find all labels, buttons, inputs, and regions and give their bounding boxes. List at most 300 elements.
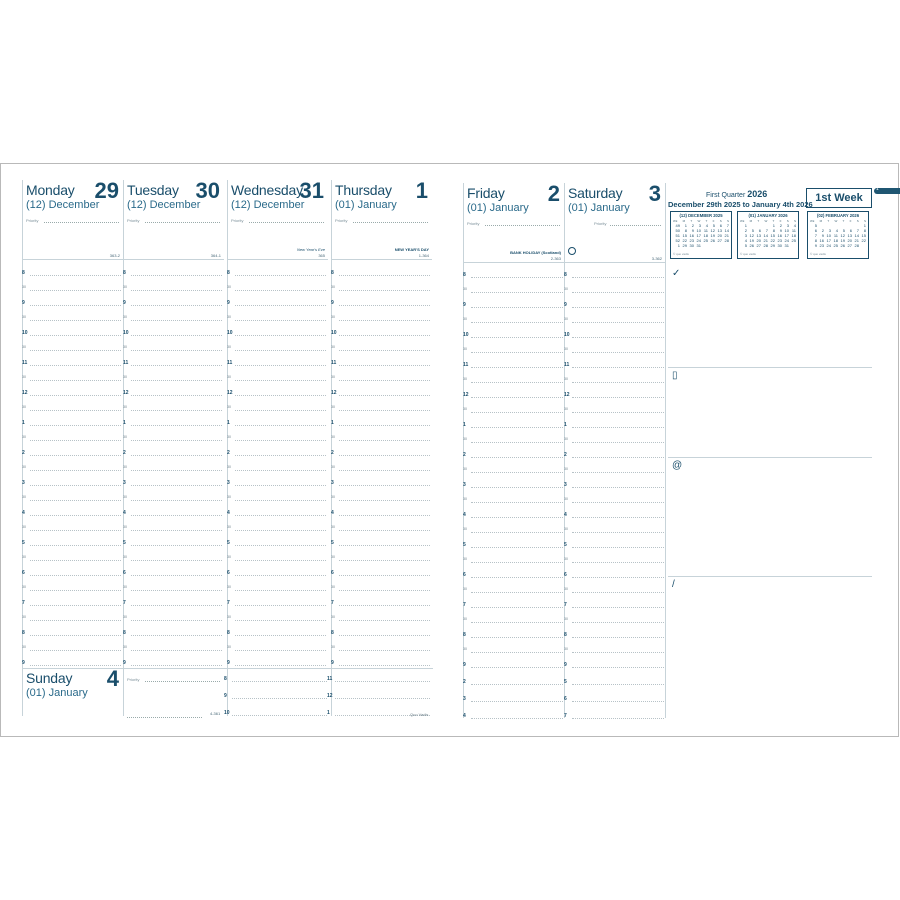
hour-line[interactable] <box>471 562 563 563</box>
hour-line[interactable] <box>131 575 222 576</box>
hour-line[interactable] <box>471 517 563 518</box>
hour-line[interactable] <box>572 337 664 338</box>
hour-line[interactable] <box>471 622 563 623</box>
hour-line[interactable] <box>235 320 326 321</box>
half-hour-label: 30 <box>123 525 127 529</box>
hour-line[interactable] <box>471 652 563 653</box>
hour-line[interactable] <box>339 620 430 621</box>
mini-calendar-date[interactable]: 1 <box>863 223 866 228</box>
hour-line[interactable] <box>235 575 326 576</box>
hour-line[interactable] <box>131 425 222 426</box>
hour-line[interactable] <box>471 577 563 578</box>
mini-calendar-date[interactable]: 17 <box>826 238 831 243</box>
hour-line[interactable] <box>572 292 664 293</box>
hour-line[interactable] <box>471 532 563 533</box>
mini-calendar-date[interactable]: 25 <box>703 238 708 243</box>
mini-calendar-date[interactable]: 8 <box>684 228 687 233</box>
hour-line[interactable] <box>572 684 664 685</box>
hour-line[interactable] <box>131 500 222 501</box>
hour-line[interactable] <box>30 635 121 636</box>
hour-line[interactable] <box>471 352 563 353</box>
hour-line[interactable] <box>30 560 121 561</box>
hour-line[interactable] <box>30 485 121 486</box>
hour-line[interactable] <box>235 350 326 351</box>
mini-calendar-date[interactable]: 29 <box>770 243 775 248</box>
hour-line[interactable] <box>572 307 664 308</box>
mini-calendar-date[interactable]: 5 <box>842 228 845 233</box>
mini-calendar-date[interactable]: 4 <box>793 223 796 228</box>
hour-line[interactable] <box>339 560 430 561</box>
hour-line[interactable] <box>131 635 222 636</box>
hour-line[interactable] <box>339 365 430 366</box>
hour-line[interactable] <box>572 517 664 518</box>
hour-line[interactable] <box>30 425 121 426</box>
mini-calendar-date[interactable]: 16 <box>777 233 782 238</box>
hour-line[interactable] <box>131 470 222 471</box>
mini-calendar-date[interactable]: 18 <box>703 233 708 238</box>
mini-calendar-date[interactable]: 16 <box>689 233 694 238</box>
hour-line[interactable] <box>235 665 326 666</box>
hour-line[interactable] <box>572 532 664 533</box>
mini-calendar-date[interactable]: 6 <box>758 228 761 233</box>
mini-calendar-date[interactable]: 3 <box>786 223 789 228</box>
hour-line[interactable] <box>471 307 563 308</box>
hour-line[interactable] <box>471 701 563 702</box>
hour-line[interactable] <box>572 277 664 278</box>
hour-line[interactable] <box>235 290 326 291</box>
hour-line[interactable] <box>339 305 430 306</box>
mini-calendar-date[interactable]: 13 <box>717 228 722 233</box>
hour-line[interactable] <box>30 440 121 441</box>
mini-calendar-date[interactable]: 22 <box>770 238 775 243</box>
hour-line[interactable] <box>572 652 664 653</box>
mini-calendar-date[interactable]: 28 <box>724 238 729 243</box>
mini-calendar-date[interactable]: 4 <box>835 228 838 233</box>
priority-line[interactable] <box>485 225 560 226</box>
mini-calendar-date[interactable] <box>708 243 715 248</box>
mini-calendar-date[interactable]: 31 <box>696 243 701 248</box>
mini-calendar-date[interactable]: 26 <box>840 243 845 248</box>
mini-calendar-date[interactable]: 31 <box>784 243 789 248</box>
mini-calendar-date[interactable]: 1 <box>677 243 680 248</box>
mini-calendar-date[interactable]: 1 <box>744 223 747 228</box>
mini-calendar-date[interactable]: 5 <box>744 243 747 248</box>
hour-line[interactable] <box>235 500 326 501</box>
hour-line[interactable] <box>30 530 121 531</box>
hour-line[interactable] <box>471 502 563 503</box>
mini-calendar-date[interactable]: 7 <box>814 233 817 238</box>
hour-line[interactable] <box>30 515 121 516</box>
hour-line[interactable] <box>572 412 664 413</box>
mini-calendar-date[interactable]: 23 <box>689 238 694 243</box>
mini-calendar-date[interactable]: 2 <box>821 228 824 233</box>
hour-line[interactable] <box>339 470 430 471</box>
hour-line[interactable] <box>235 650 326 651</box>
hour-line[interactable] <box>339 485 430 486</box>
priority-line[interactable] <box>145 681 220 682</box>
mini-calendar-date[interactable]: 15 <box>861 233 866 238</box>
mini-calendar-date[interactable]: 8 <box>772 228 775 233</box>
hour-line[interactable] <box>131 485 222 486</box>
mini-calendar-date[interactable]: 12 <box>840 233 845 238</box>
mini-calendar-date[interactable]: 15 <box>770 233 775 238</box>
mini-calendar-date[interactable]: 50 <box>675 228 680 233</box>
hour-line[interactable] <box>131 515 222 516</box>
mini-calendar-date[interactable]: 17 <box>784 233 789 238</box>
hour-line[interactable] <box>471 367 563 368</box>
priority-line[interactable] <box>44 222 119 223</box>
mini-calendar-date[interactable]: 27 <box>847 243 852 248</box>
hour-line[interactable] <box>572 367 664 368</box>
mini-calendar-date[interactable]: 21 <box>724 233 729 238</box>
hour-line[interactable] <box>235 440 326 441</box>
hour-line[interactable] <box>471 637 563 638</box>
hour-line[interactable] <box>471 592 563 593</box>
mini-calendar-date[interactable]: 25 <box>833 243 838 248</box>
mini-calendar-date[interactable]: 6 <box>719 223 722 228</box>
mini-calendar-date[interactable]: 1 <box>772 223 775 228</box>
mini-calendar-date[interactable]: 52 <box>675 238 680 243</box>
hour-line[interactable] <box>471 442 563 443</box>
hour-line[interactable] <box>131 380 222 381</box>
hour-line[interactable] <box>339 575 430 576</box>
hour-line[interactable] <box>572 622 664 623</box>
hour-line[interactable] <box>572 397 664 398</box>
mini-calendar-date[interactable]: 51 <box>675 233 680 238</box>
notes-section-1[interactable] <box>668 265 872 367</box>
mini-calendar-date[interactable]: 3 <box>744 233 747 238</box>
mini-calendar-date[interactable]: 18 <box>833 238 838 243</box>
hour-line[interactable] <box>232 698 327 699</box>
notes-section-3[interactable] <box>668 457 872 577</box>
day-count: 364-1 <box>210 253 221 258</box>
hour-line[interactable] <box>30 470 121 471</box>
mini-calendar-date[interactable]: 5 <box>751 228 754 233</box>
mini-calendar-date[interactable] <box>859 243 866 248</box>
mini-calendar-date[interactable]: 4 <box>705 223 708 228</box>
mini-calendar-date[interactable]: 7 <box>765 228 768 233</box>
hour-line[interactable] <box>235 275 326 276</box>
hour-line[interactable] <box>339 440 430 441</box>
hour-line[interactable] <box>471 277 563 278</box>
mini-calendar-date[interactable]: 20 <box>847 238 852 243</box>
hour-line[interactable] <box>30 455 121 456</box>
mini-calendar-date[interactable]: 5 <box>712 223 715 228</box>
hour-line[interactable] <box>471 487 563 488</box>
hour-line[interactable] <box>131 410 222 411</box>
mini-calendar-date[interactable]: 10 <box>826 233 831 238</box>
hour-line[interactable] <box>131 350 222 351</box>
mini-calendar-date[interactable]: 22 <box>861 238 866 243</box>
hour-line[interactable] <box>30 650 121 651</box>
mini-calendar-date[interactable]: 6 <box>849 228 852 233</box>
half-hour-label: 30 <box>463 557 467 561</box>
hour-line[interactable] <box>572 718 664 719</box>
hour-line[interactable] <box>131 335 222 336</box>
priority-line[interactable] <box>127 717 202 718</box>
hour-line[interactable] <box>572 382 664 383</box>
hour-line[interactable] <box>572 502 664 503</box>
mini-calendar-date[interactable]: 5 <box>814 223 817 228</box>
mini-calendar-date[interactable]: 27 <box>717 238 722 243</box>
hour-line[interactable] <box>471 667 563 668</box>
mini-calendar-date[interactable]: 14 <box>854 233 859 238</box>
mini-calendar-date[interactable]: 30 <box>689 243 694 248</box>
mini-calendar-date[interactable]: 17 <box>696 233 701 238</box>
hour-line[interactable] <box>131 605 222 606</box>
hour-line[interactable] <box>339 380 430 381</box>
hour-line[interactable] <box>30 350 121 351</box>
hour-line[interactable] <box>131 440 222 441</box>
mini-calendar-date[interactable]: 23 <box>819 243 824 248</box>
hour-line[interactable] <box>339 665 430 666</box>
priority-line[interactable] <box>353 222 428 223</box>
mini-calendar-date[interactable]: 19 <box>840 238 845 243</box>
hour-line[interactable] <box>339 635 430 636</box>
mini-calendar-date[interactable]: 9 <box>821 233 824 238</box>
hour-line[interactable] <box>30 410 121 411</box>
mini-calendar-date[interactable]: 22 <box>682 238 687 243</box>
hour-line[interactable] <box>235 635 326 636</box>
hour-line[interactable] <box>339 425 430 426</box>
priority-line[interactable] <box>610 225 661 226</box>
hour-line[interactable] <box>30 290 121 291</box>
hour-line[interactable] <box>572 352 664 353</box>
hour-line[interactable] <box>572 637 664 638</box>
hour-line[interactable] <box>235 560 326 561</box>
hour-line[interactable] <box>471 292 563 293</box>
hour-line[interactable] <box>339 650 430 651</box>
hour-line[interactable] <box>339 500 430 501</box>
hour-line[interactable] <box>572 472 664 473</box>
hour-line[interactable] <box>339 515 430 516</box>
hour-line[interactable] <box>572 667 664 668</box>
mini-calendar-date[interactable]: 16 <box>819 238 824 243</box>
mini-calendar-date[interactable]: 9 <box>779 228 782 233</box>
hour-line[interactable] <box>30 500 121 501</box>
hour-line[interactable] <box>30 575 121 576</box>
hour-line[interactable] <box>572 607 664 608</box>
hour-line[interactable] <box>235 380 326 381</box>
hour-line[interactable] <box>232 715 327 716</box>
header-underline <box>463 262 564 263</box>
mini-calendar-date[interactable]: 20 <box>717 233 722 238</box>
mini-calendar-date[interactable]: 9 <box>814 243 817 248</box>
hour-line[interactable] <box>471 397 563 398</box>
mini-calendar-date[interactable]: 6 <box>814 228 817 233</box>
mini-calendar-date[interactable]: 4 <box>744 238 747 243</box>
hour-line[interactable] <box>131 665 222 666</box>
mini-calendar-date[interactable]: 19 <box>749 238 754 243</box>
mini-calendar-date[interactable]: 24 <box>696 238 701 243</box>
hour-label: 4 <box>564 512 567 518</box>
mini-calendar-date[interactable]: 2 <box>691 223 694 228</box>
hour-line[interactable] <box>471 337 563 338</box>
mini-calendar-date[interactable]: 28 <box>763 243 768 248</box>
hour-line[interactable] <box>572 427 664 428</box>
mini-calendar-date[interactable]: 49 <box>675 223 680 228</box>
mini-calendar-date[interactable]: 15 <box>682 233 687 238</box>
hour-line[interactable] <box>30 275 121 276</box>
mini-calendar-date[interactable]: 30 <box>777 243 782 248</box>
hour-line[interactable] <box>471 382 563 383</box>
mini-calendar-date[interactable]: 14 <box>724 228 729 233</box>
hour-line[interactable] <box>339 605 430 606</box>
mini-calendar-date[interactable]: 9 <box>691 228 694 233</box>
mini-calendar-date[interactable]: 19 <box>710 233 715 238</box>
hour-line[interactable] <box>131 590 222 591</box>
hour-line[interactable] <box>572 592 664 593</box>
mini-calendar-date[interactable]: 13 <box>756 233 761 238</box>
hour-line[interactable] <box>471 718 563 719</box>
hour-line[interactable] <box>339 590 430 591</box>
hour-line[interactable] <box>572 577 664 578</box>
hour-line[interactable] <box>572 457 664 458</box>
mini-calendar-date[interactable]: 21 <box>854 238 859 243</box>
hour-line[interactable] <box>471 412 563 413</box>
hour-line[interactable] <box>339 395 430 396</box>
hour-line[interactable] <box>235 605 326 606</box>
hour-line[interactable] <box>30 320 121 321</box>
hour-line[interactable] <box>131 395 222 396</box>
mini-calendar-date[interactable]: 11 <box>703 228 708 233</box>
hour-line[interactable] <box>235 410 326 411</box>
hour-line[interactable] <box>339 410 430 411</box>
mini-calendar-date[interactable] <box>715 243 722 248</box>
hour-line[interactable] <box>471 607 563 608</box>
hour-line[interactable] <box>131 545 222 546</box>
hour-line[interactable] <box>131 275 222 276</box>
mini-calendar-date[interactable]: 27 <box>756 243 761 248</box>
mini-calendar-date[interactable]: 24 <box>826 243 831 248</box>
hour-line[interactable] <box>131 620 222 621</box>
hour-line[interactable] <box>131 365 222 366</box>
mini-calendar-date[interactable]: 26 <box>749 243 754 248</box>
hour-line[interactable] <box>131 455 222 456</box>
mini-calendar-date[interactable]: 20 <box>756 238 761 243</box>
mini-calendar-date[interactable]: 24 <box>784 238 789 243</box>
hour-line[interactable] <box>30 335 121 336</box>
mini-calendar-date[interactable]: 3 <box>698 223 701 228</box>
hour-line[interactable] <box>339 545 430 546</box>
hour-line[interactable] <box>131 530 222 531</box>
hour-line[interactable] <box>572 322 664 323</box>
hour-line[interactable] <box>131 560 222 561</box>
hour-line[interactable] <box>131 305 222 306</box>
mini-calendar-date[interactable]: 12 <box>749 233 754 238</box>
mini-calendar-date[interactable]: 12 <box>710 228 715 233</box>
mini-calendar-date[interactable]: 18 <box>791 233 796 238</box>
mini-calendar-date[interactable]: 1 <box>684 223 687 228</box>
hour-line[interactable] <box>235 455 326 456</box>
hour-line[interactable] <box>235 590 326 591</box>
hour-line[interactable] <box>235 335 326 336</box>
hour-line[interactable] <box>235 395 326 396</box>
mini-calendar-date[interactable] <box>789 243 796 248</box>
mini-calendar-date[interactable]: 28 <box>854 243 859 248</box>
mini-calendar-date[interactable]: 8 <box>863 228 866 233</box>
mini-calendar-date[interactable]: 13 <box>847 233 852 238</box>
hour-line[interactable] <box>339 275 430 276</box>
mini-calendar-date[interactable]: 11 <box>833 233 838 238</box>
hour-line[interactable] <box>471 472 563 473</box>
hour-line[interactable] <box>339 335 430 336</box>
hour-line[interactable] <box>335 698 430 699</box>
mini-calendar-date[interactable]: 26 <box>710 238 715 243</box>
priority-line[interactable] <box>145 222 220 223</box>
hour-line[interactable] <box>471 547 563 548</box>
hour-line[interactable] <box>235 470 326 471</box>
hour-line[interactable] <box>471 427 563 428</box>
hour-line[interactable] <box>30 620 121 621</box>
priority-line[interactable] <box>249 222 324 223</box>
hour-line[interactable] <box>572 562 664 563</box>
hour-line[interactable] <box>572 442 664 443</box>
hour-line[interactable] <box>235 620 326 621</box>
notes-section-4[interactable] <box>668 576 872 719</box>
hour-line[interactable] <box>131 650 222 651</box>
mini-calendar-date[interactable]: 7 <box>856 228 859 233</box>
mini-calendar-date[interactable]: 21 <box>763 238 768 243</box>
hour-line[interactable] <box>30 305 121 306</box>
mini-calendar-date[interactable]: 2 <box>744 228 747 233</box>
mini-calendar-date[interactable]: 11 <box>791 228 796 233</box>
mini-calendar-date[interactable]: 3 <box>828 228 831 233</box>
mini-calendar-date[interactable]: 14 <box>763 233 768 238</box>
hour-line[interactable] <box>235 425 326 426</box>
hour-line[interactable] <box>235 365 326 366</box>
hour-line[interactable] <box>30 605 121 606</box>
hour-line[interactable] <box>235 545 326 546</box>
hour-line[interactable] <box>235 515 326 516</box>
mini-calendar-date[interactable]: 25 <box>791 238 796 243</box>
hour-line[interactable] <box>471 457 563 458</box>
mini-calendar-date[interactable]: 29 <box>682 243 687 248</box>
hour-line[interactable] <box>339 455 430 456</box>
hour-line[interactable] <box>131 290 222 291</box>
mini-calendar-date[interactable]: 2 <box>779 223 782 228</box>
mini-calendar-date[interactable]: 10 <box>696 228 701 233</box>
hour-line[interactable] <box>30 395 121 396</box>
hour-line[interactable] <box>572 701 664 702</box>
hour-line[interactable] <box>471 322 563 323</box>
hour-line[interactable] <box>235 305 326 306</box>
hour-line[interactable] <box>339 290 430 291</box>
mini-calendar-date[interactable]: 8 <box>814 238 817 243</box>
hour-line[interactable] <box>471 684 563 685</box>
hour-line[interactable] <box>339 530 430 531</box>
hour-line[interactable] <box>131 320 222 321</box>
hour-line[interactable] <box>339 320 430 321</box>
hour-line[interactable] <box>235 485 326 486</box>
notes-section-2[interactable] <box>668 367 872 458</box>
hour-line[interactable] <box>232 681 327 682</box>
hour-line[interactable] <box>572 547 664 548</box>
hour-line[interactable] <box>572 487 664 488</box>
hour-line[interactable] <box>339 350 430 351</box>
hour-line[interactable] <box>30 380 121 381</box>
mini-calendar-date[interactable]: 10 <box>784 228 789 233</box>
mini-calendar-date[interactable] <box>701 243 708 248</box>
mini-calendar-date[interactable] <box>722 243 729 248</box>
hour-line[interactable] <box>235 530 326 531</box>
hour-line[interactable] <box>335 681 430 682</box>
mini-calendar-date[interactable]: 23 <box>777 238 782 243</box>
mini-calendar-date[interactable]: 7 <box>726 223 729 228</box>
hour-line[interactable] <box>30 365 121 366</box>
hour-line[interactable] <box>30 545 121 546</box>
hour-line[interactable] <box>30 590 121 591</box>
